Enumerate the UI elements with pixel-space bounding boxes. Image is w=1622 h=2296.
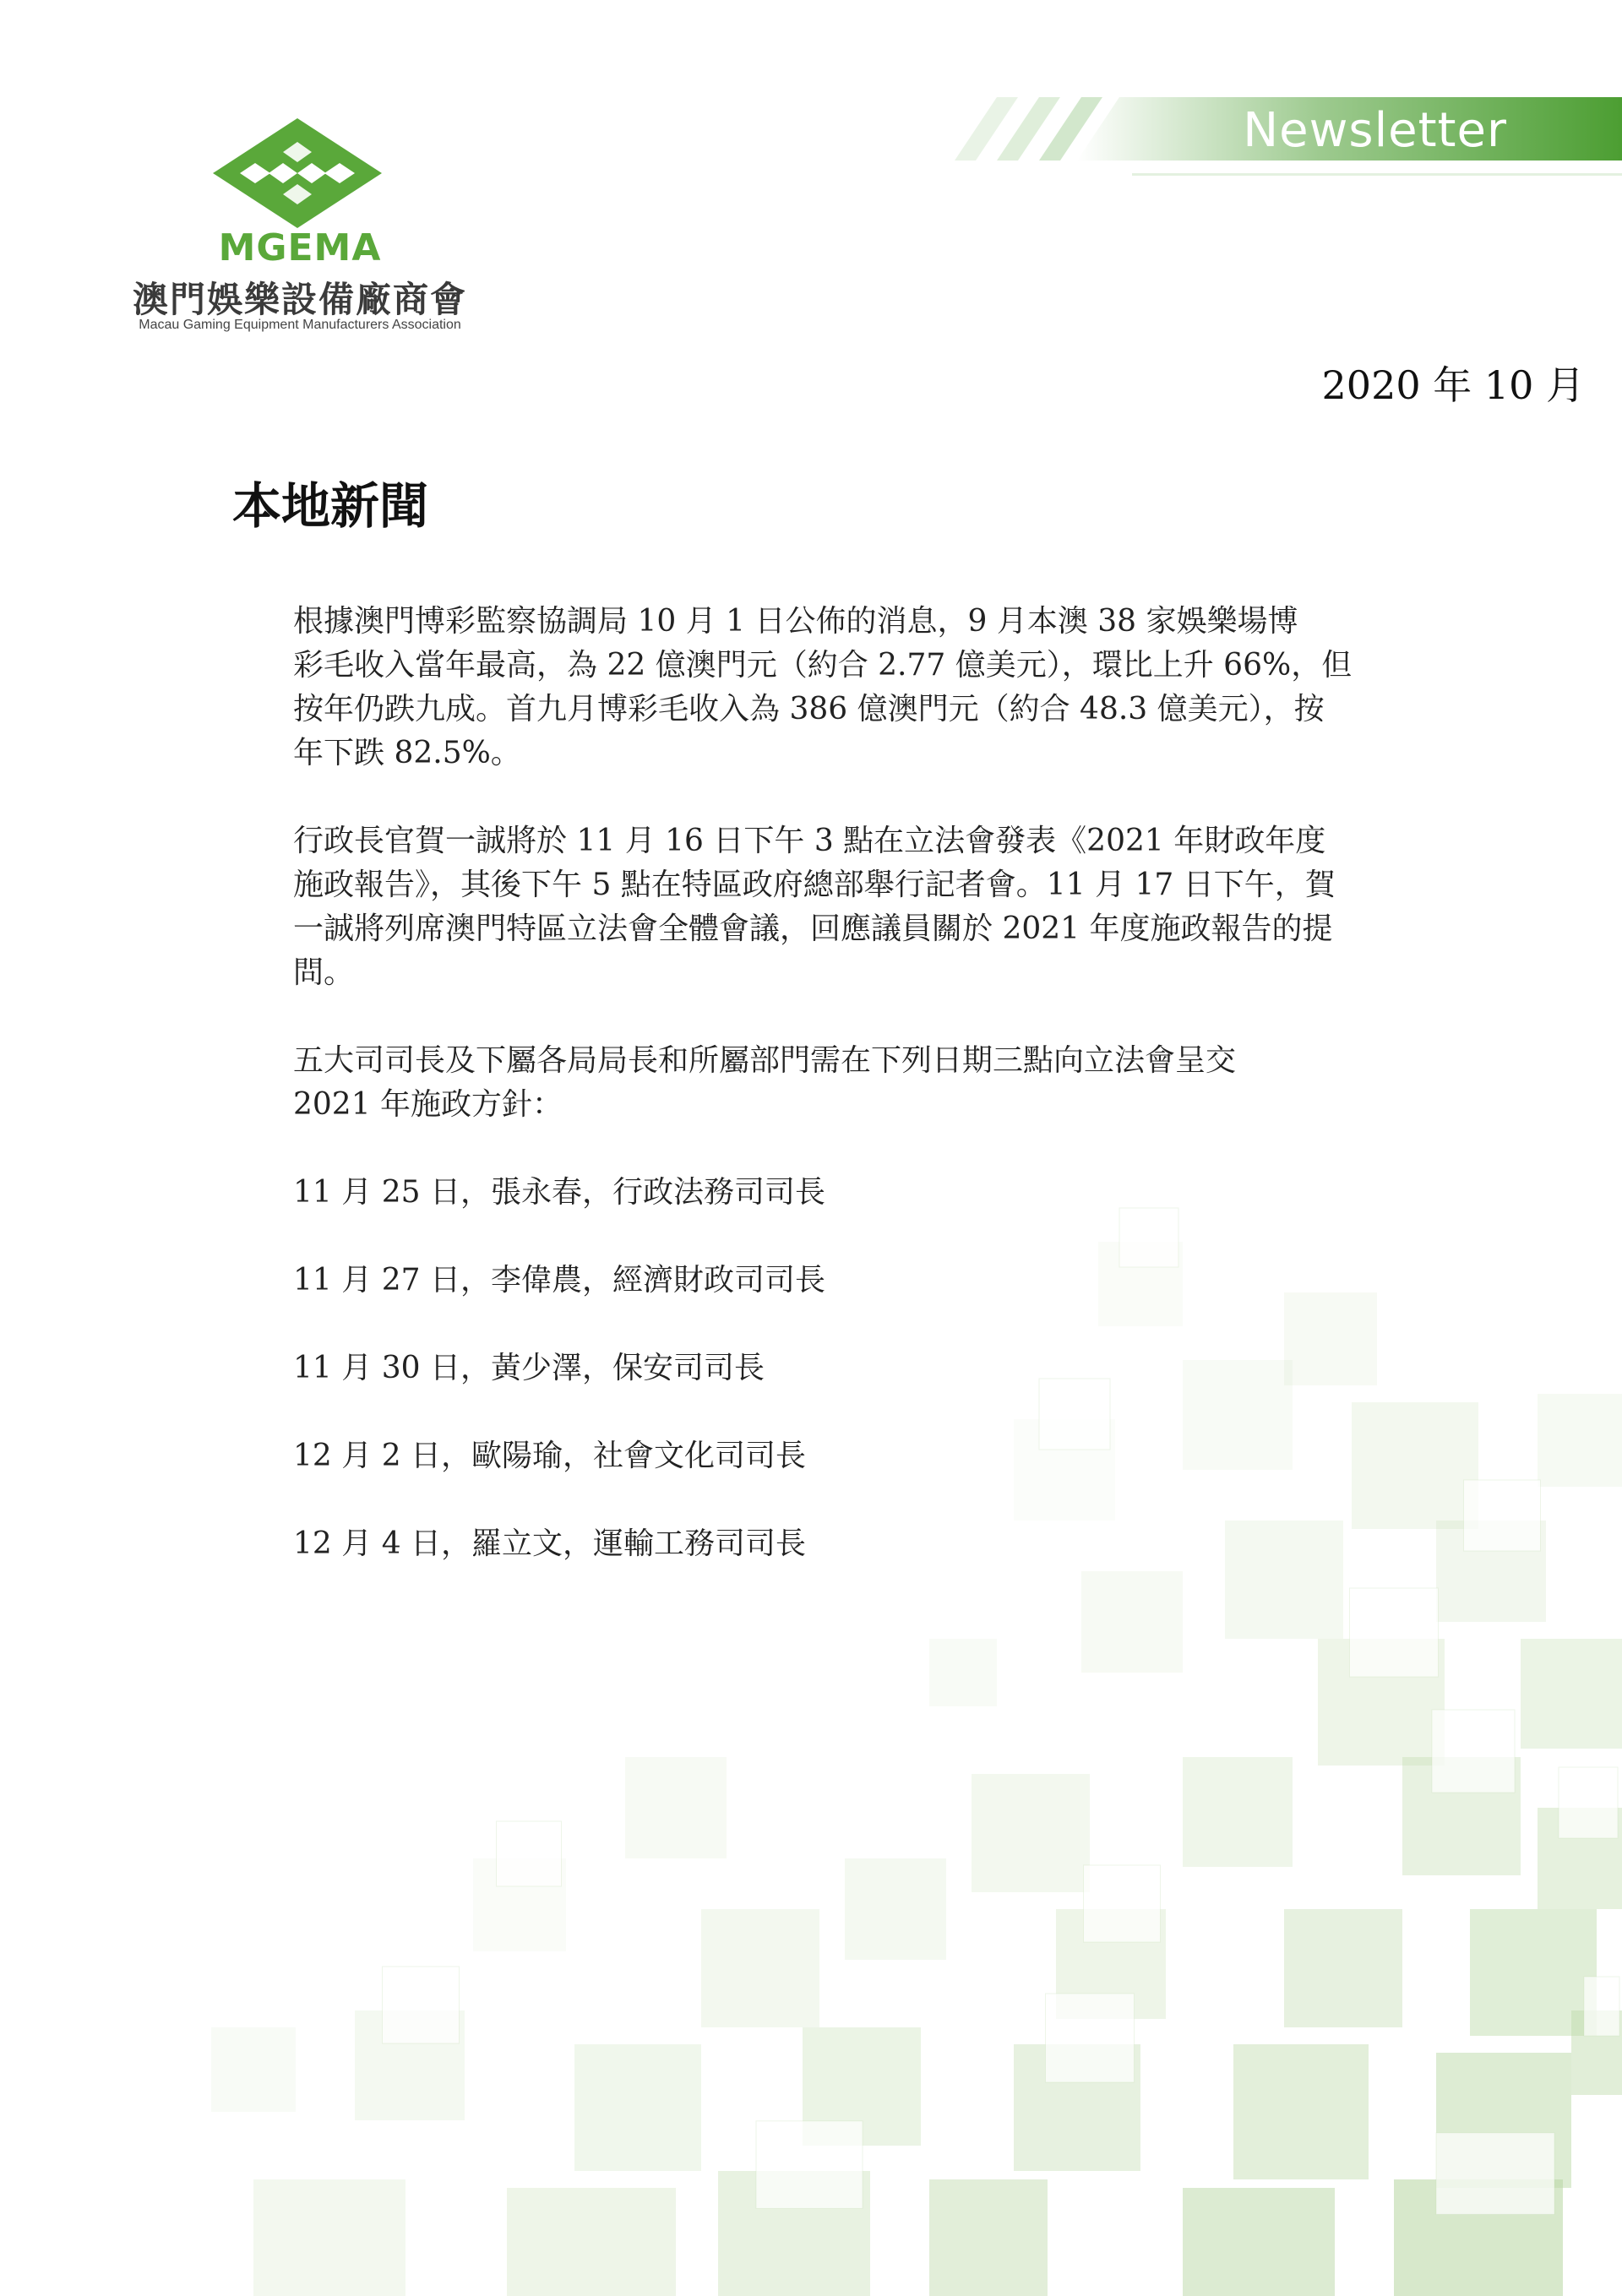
schedule-item: 11 月 30 日，黃少澤，保安司司長 [293,1351,765,1385]
decor-square [1352,1402,1478,1529]
decor-square-light [1559,1767,1618,1838]
decor-square [253,2179,406,2296]
decor-square [1233,2044,1369,2179]
decor-square-light [1119,1208,1178,1267]
decor-square [625,1757,727,1858]
decor-square [1183,1757,1293,1867]
logo-abbreviation: MGEMA [218,226,382,269]
paragraph-line: 一誠將列席澳門特區立法會全體會議，回應議員關於 2021 年度施政報告的提 [293,911,1333,946]
decor-square-light [1046,1994,1135,2082]
decor-square [701,1909,819,2027]
decor-square [211,2027,296,2112]
decor-square [845,1858,946,1960]
issue-date: 2020 年 10 月 [1321,362,1585,408]
decor-square-light [756,2121,863,2209]
decor-square [1183,1360,1293,1470]
decor-square [972,1774,1090,1892]
decor-square [1284,1292,1377,1385]
schedule-item: 11 月 25 日，張永春，行政法務司司長 [293,1175,825,1210]
logo-chinese-name: 澳門娛樂設備廠商會 [132,279,467,320]
decor-square [574,2044,701,2171]
decor-square-light [383,1967,460,2043]
paragraph-line: 彩毛收入當年最高，為 22 億澳門元（約合 2.77 億美元），環比上升 66%，但 [293,648,1353,683]
decor-square-light [1464,1480,1541,1551]
mgema-diamond-logo-icon [213,118,382,228]
paragraph-line: 五大司司長及下屬各局局長和所屬部門需在下列日期三點向立法會呈交 [293,1043,1237,1078]
mgema-logo [118,118,482,346]
decor-square-light [1436,2133,1554,2215]
paragraph-line: 2021 年施政方針： [293,1087,563,1122]
section-title: 本地新聞 [232,477,429,535]
decor-square-light [1432,1710,1515,1793]
decor-square [1183,2188,1335,2296]
newsletter-label: Newsletter [1243,103,1507,158]
logo-english-name: Macau Gaming Equipment Manufacturers Association [139,318,461,332]
paragraph-policy-address [232,819,1390,995]
decor-square-light [497,1821,562,1886]
decor-square [929,1639,997,1706]
paragraph-line: 問。 [293,955,355,990]
decor-square-light [1039,1379,1110,1450]
decor-square [1081,1571,1183,1673]
decor-square [507,2188,676,2296]
decor-square-light [1350,1588,1439,1677]
decor-square [1521,1639,1622,1749]
decor-square [1284,1909,1402,2027]
paragraph-line: 行政長官賀一誠將於 11 月 16 日下午 3 點在立法會發表《2021 年財政年度 [293,824,1326,858]
paragraph-gaming-revenue [232,600,1390,775]
paragraph-line: 年下跌 82.5%。 [293,736,521,770]
schedule-item: 11 月 27 日，李偉農，經濟財政司司長 [293,1263,825,1298]
decor-square-light [1584,1977,1619,2036]
schedule-item: 12 月 4 日，羅立文，運輸工務司司長 [293,1526,807,1561]
decor-square [929,2179,1048,2296]
paragraph-line: 按年仍跌九成。首九月博彩毛收入為 386 億澳門元（約合 48.3 億美元），按 [293,692,1325,726]
decor-square [1225,1521,1343,1639]
schedule-item: 12 月 2 日，歐陽瑜，社會文化司司長 [293,1439,807,1473]
decorative-squares-background [0,1166,1622,2296]
decor-square [1538,1394,1622,1487]
paragraph-secretaries [232,1039,1390,1127]
paragraph-line: 施政報告》，其後下午 5 點在特區政府總部舉行記者會。11 月 17 日下午，賀 [293,868,1336,902]
paragraph-line: 根據澳門博彩監察協調局 10 月 1 日公佈的消息，9 月本澳 38 家娛樂場博 [293,604,1298,639]
decor-square-light [1084,1865,1161,1942]
